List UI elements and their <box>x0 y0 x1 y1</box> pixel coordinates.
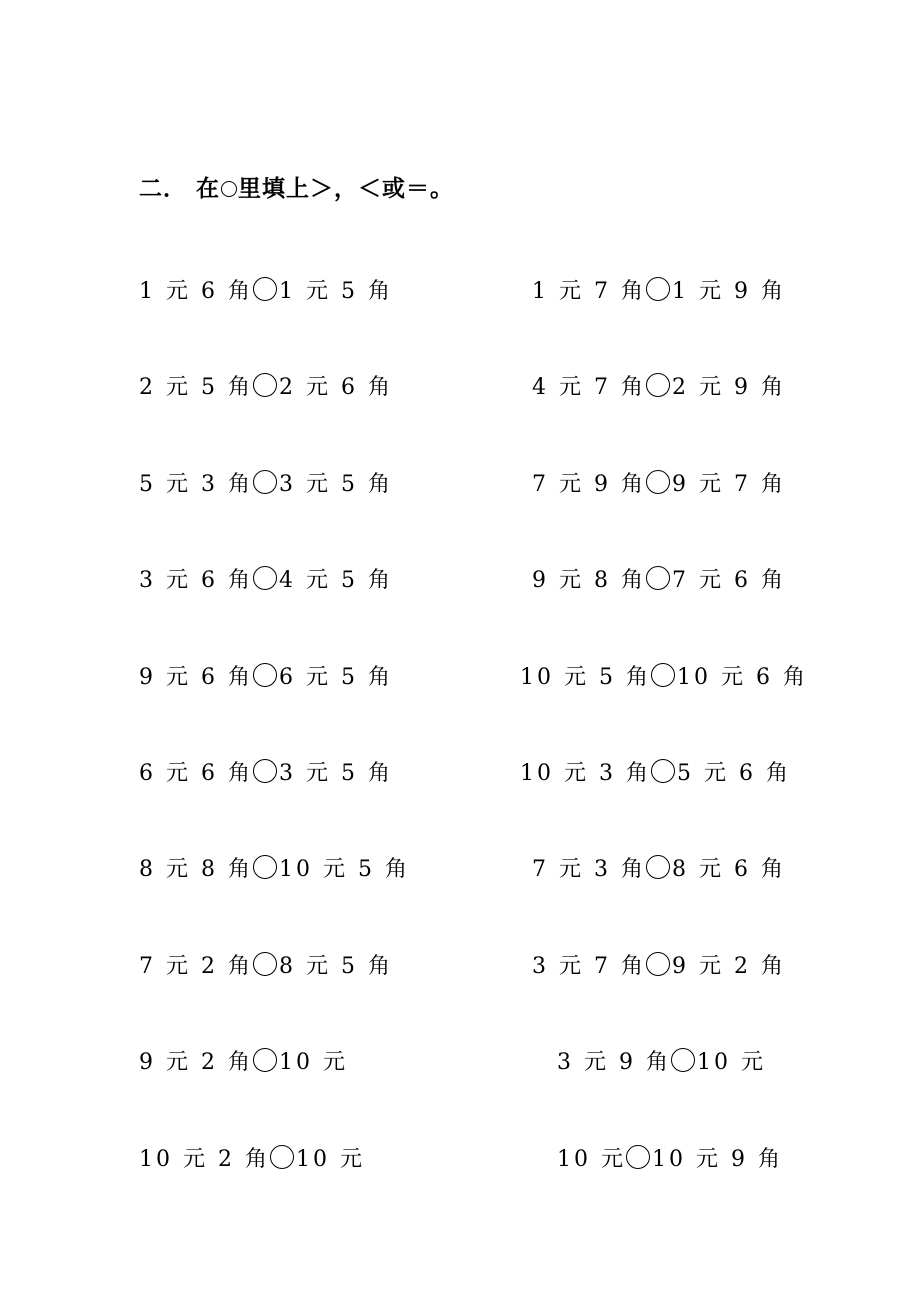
answer-circle[interactable] <box>270 1145 294 1169</box>
circle-icon <box>221 181 237 197</box>
problem-left-10 <box>139 1142 365 1172</box>
answer-circle[interactable] <box>253 1048 277 1072</box>
problem-right-4 <box>532 563 786 593</box>
right-amount: 6 元 5 角 <box>278 664 393 690</box>
left-amount: 3 元 6 角 <box>139 567 253 593</box>
right-amount: 10 元 9 角 <box>652 1146 783 1172</box>
answer-circle[interactable] <box>253 855 277 879</box>
left-amount: 6 元 6 角 <box>139 760 253 786</box>
right-amount: 7 元 6 角 <box>671 567 786 593</box>
answer-circle[interactable] <box>253 373 277 397</box>
answer-circle[interactable] <box>253 277 277 301</box>
left-amount: 10 元 5 角 <box>520 664 651 690</box>
problem-right-1 <box>532 274 786 304</box>
left-amount: 7 元 3 角 <box>532 856 646 882</box>
answer-circle[interactable] <box>253 952 277 976</box>
left-amount: 3 元 7 角 <box>532 953 646 979</box>
answer-circle[interactable] <box>651 663 675 687</box>
right-amount: 1 元 9 角 <box>671 278 786 304</box>
right-amount: 3 元 5 角 <box>278 471 393 497</box>
right-amount: 9 元 2 角 <box>671 953 786 979</box>
problem-left-6 <box>139 756 393 786</box>
left-amount: 9 元 8 角 <box>532 567 646 593</box>
right-amount: 10 元 <box>295 1146 365 1172</box>
problem-right-5 <box>520 660 808 690</box>
left-amount: 10 元 3 角 <box>520 760 651 786</box>
left-amount: 7 元 9 角 <box>532 471 646 497</box>
left-amount: 10 元 <box>557 1146 626 1172</box>
answer-circle[interactable] <box>671 1048 695 1072</box>
left-amount: 3 元 9 角 <box>557 1049 671 1075</box>
answer-circle[interactable] <box>626 1145 650 1169</box>
left-amount: 10 元 2 角 <box>139 1146 270 1172</box>
right-amount: 9 元 7 角 <box>671 471 786 497</box>
answer-circle[interactable] <box>646 566 670 590</box>
right-amount: 10 元 <box>696 1049 766 1075</box>
right-amount: 8 元 6 角 <box>671 856 786 882</box>
left-amount: 4 元 7 角 <box>532 374 646 400</box>
problem-right-9 <box>557 1045 766 1075</box>
answer-circle[interactable] <box>253 470 277 494</box>
answer-circle[interactable] <box>253 759 277 783</box>
right-amount: 2 元 6 角 <box>278 374 393 400</box>
problem-right-10 <box>557 1142 783 1172</box>
problem-left-9 <box>139 1045 348 1075</box>
right-amount: 3 元 5 角 <box>278 760 393 786</box>
answer-circle[interactable] <box>253 566 277 590</box>
problem-right-3 <box>532 467 786 497</box>
title-suffix: 里填上＞，＜或＝。 <box>238 176 455 202</box>
problem-right-8 <box>532 949 786 979</box>
problem-left-3 <box>139 467 393 497</box>
left-amount: 8 元 8 角 <box>139 856 253 882</box>
left-amount: 7 元 2 角 <box>139 953 253 979</box>
left-amount: 1 元 6 角 <box>139 278 253 304</box>
problem-left-5 <box>139 660 393 690</box>
right-amount: 10 元 6 角 <box>676 664 808 690</box>
answer-circle[interactable] <box>646 470 670 494</box>
answer-circle[interactable] <box>651 759 675 783</box>
answer-circle[interactable] <box>646 952 670 976</box>
right-amount: 1 元 5 角 <box>278 278 393 304</box>
right-amount: 10 元 <box>278 1049 348 1075</box>
title-prefix: 二． 在 <box>139 176 221 202</box>
problem-left-1 <box>139 274 393 304</box>
left-amount: 1 元 7 角 <box>532 278 646 304</box>
right-amount: 10 元 5 角 <box>278 856 410 882</box>
answer-circle[interactable] <box>646 373 670 397</box>
answer-circle[interactable] <box>646 855 670 879</box>
problem-left-8 <box>139 949 393 979</box>
problem-right-2 <box>532 370 786 400</box>
left-amount: 2 元 5 角 <box>139 374 253 400</box>
right-amount: 8 元 5 角 <box>278 953 393 979</box>
left-amount: 9 元 6 角 <box>139 664 253 690</box>
right-amount: 2 元 9 角 <box>671 374 786 400</box>
right-amount: 4 元 5 角 <box>278 567 393 593</box>
right-amount: 5 元 6 角 <box>676 760 791 786</box>
problem-right-7 <box>532 852 786 882</box>
left-amount: 5 元 3 角 <box>139 471 253 497</box>
section-title <box>139 170 454 203</box>
problem-left-2 <box>139 370 393 400</box>
answer-circle[interactable] <box>253 663 277 687</box>
problem-left-4 <box>139 563 393 593</box>
problem-left-7 <box>139 852 410 882</box>
problem-right-6 <box>520 756 791 786</box>
answer-circle[interactable] <box>646 277 670 301</box>
left-amount: 9 元 2 角 <box>139 1049 253 1075</box>
